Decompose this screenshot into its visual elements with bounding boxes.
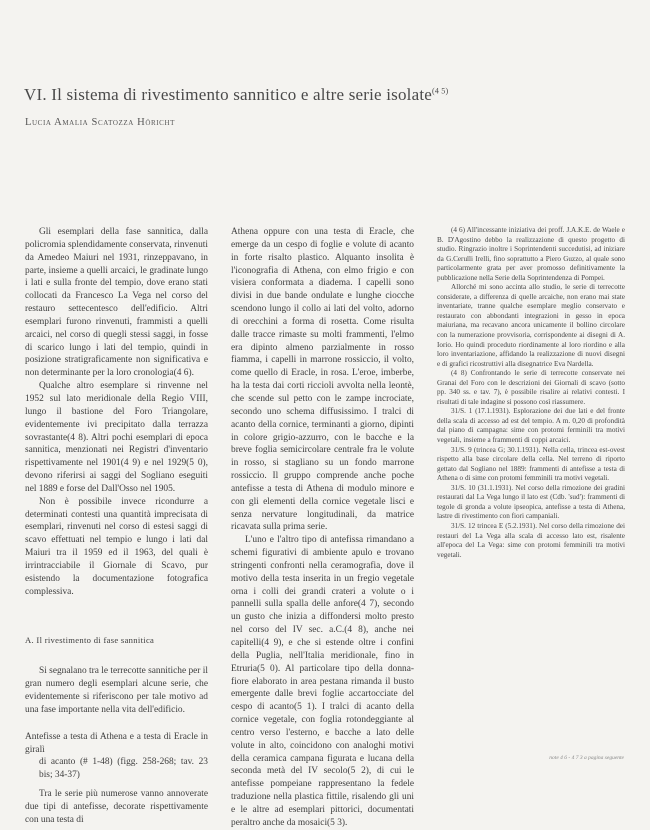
footnote: 31/S. 12 trincea E (5.2.1931). Nel corso della rimozione dei restauri del La Vega alla scala di accesso lato est, risalente all'epoca del La Vega: sime con protomi femminili tra motivi vegetali. xyxy=(437,521,625,559)
footnote: Allorché mi sono accinta allo studio, le serie di terrecotte considerate, a differenza di quelle arcaiche, non erano mai state inventariate, tranne qualche esemplare meglio conservato e restaurato con abbondanti integrazioni in gesso in epoca maiuriana, ma recavano ancora unicamente il bollino circolare con la numerazione provvisoria, corrispondente ai disegni di A. Iorio. Ho quindi proceduto riordinamente al loro riordino e alla loro inventariazione, affidando la realizzazione di nuovi disegni e di grafici ricostruttivi alla disegnatrice Eva Nardella. xyxy=(437,283,625,368)
footnote: (4 6) All'incessante iniziativa dei proff. J.A.K.E. de Waele e B. D'Agostino debbo la realizzazione di questo progetto di studio. Ringrazio inoltre i Soprintendenti succedutisi, ad iniziare da G.Cerulli Irelli, fino soprattutto a Piero Guzzo, al quale sono particolarmente grata per aver promosso definitivamente la pubblicazione nella Serie della Soprintendenza di Pompei. xyxy=(437,226,625,282)
text-column-left xyxy=(25,226,208,827)
footnote: (4 8) Confrontando le serie di terrecotte conservate nei Granai del Foro con le descrizioni dei Giornali di scavo (sotto pp. 340 ss. e tav. 7), è possibile risalire ai relativi contesti. I risultati di tale indagine si possono così riassumere. xyxy=(437,369,625,406)
section-heading: A. Il rivestimento di fase sannitica xyxy=(25,635,155,646)
subsection-heading-line: di acanto (# 1-48) (figg. 258-268; tav. 23 bis; 34-37) xyxy=(39,757,208,781)
paragraph: Si segnalano tra le terrecotte sannitiche per il gran numero degli esemplari alcune serie, che evidentemente si riferiscono per tale motivo ad una fase importante nella vita dell'edificio. xyxy=(25,666,208,715)
paragraph: Qualche altro esemplare si rinvenne nel 1952 sul lato meridionale della Regio VIII, lungo il bastione del Foro Triangolare, evidentemente ivi precipitato dalla terrazza sovrastante(4 8). Altri pochi esemplari di epoca sannitica, menzionati nei Registri d'inventario rispettivamente nel 1901(4 9) e nel 1929(5 0), devono riferirsi ai saggi del Sogliano eseguiti nel 1889 e forse del Dall'Osso nel 1905. xyxy=(25,381,208,494)
chapter-title xyxy=(24,85,624,105)
footnote-continuation: note 4 6 - 4 7 3 a pagina seguente xyxy=(549,755,624,761)
paragraph: Gli esemplari della fase sannitica, dalla policromia splendidamente conservata, rinvenuti da Amedeo Maiuri nel 1931, rinzeppavano, in parte, insieme a quelli arcaici, le gradinate lungo i lati e sulla fronte del tempio, dove erano stati collocati da Francesco La Vega nel corso del restauro settecentesco dell'edificio. Altri esemplari furono rinvenuti, frammisti a quelli arcaici, nel corso di quegli stessi saggi, in fosse di scarico lungo i lati del tempio, quindi in posizione stratigraficamente non significativa e non determinante per la loro cronologia(4 6). xyxy=(25,227,208,379)
subsection-heading xyxy=(25,731,208,782)
subsection-heading-line: Antefisse a testa di Athena e a testa di Eracle in giralì xyxy=(25,731,208,755)
paragraph: L'uno e l'altro tipo di antefissa rimandano a schemi figurativi di ambiente apulo e trovano stringenti confronti nella ceramografia, dove il motivo della testa inserita in un fregio vegetale orna i colli dei grandi crateri a volute o i pannelli sulla spalla delle anfore(4 7), secondo un gusto che inizia a diffondersi molto presto nel corso del IV sec. a.C.(4 8), anche nei capitelli(4 9), e che si estende oltre i confini della Puglia, nell'Italia meridionale, fino in Etruria(5 0). Al particolare tipo della donna-fiore elaborato in area pestana rimanda il busto emergente dalle brevi foglie accartocciate del cespo di acanto(5 1). I tralci di acanto della cornice vegetale, con foglia rotondeggiante al centro verso l'esterno, e bacche a lato delle volute in alto, coincidono con analoghi motivi della ceramica campana figurata e lucana della seconda metà del IV secolo(5 2), di cui le antefisse pompeiane rappresentano la fedele traduzione nella plastica fittile, risalendo gli uni e le altre ad esemplari pittorici, documentati peraltro anche da mosaici(5 3). xyxy=(231,535,414,828)
title-note-ref: (4 5) xyxy=(432,86,449,96)
paragraph: Non è possibile invece ricondurre a determinati contesti una quantità imprecisata di esemplari, rinvenuti nel corso di estesi saggi di scavo effettuati nel tempio e lungo i lati dal Maiuri tra il 1959 ed il 1963, del quali è irrintracciabile il Giornale di Scavo, pur esistendo la documentazione fotografica complessiva. xyxy=(25,496,208,597)
footnotes-column xyxy=(437,226,625,560)
chapter-title-text: VI. Il sistema di rivestimento sannitico e altre serie isolate xyxy=(24,85,433,104)
footnote: 31/S. 1 (17.1.1931). Esplorazione dei due lati e del fronte della scala di accesso ad est del tempio. A m. 0,20 di profondità dal piano di campagna: sime con protomi ferminili tra motivi vegetali, insieme a frammenti di coppi arcaici. xyxy=(437,407,625,445)
paragraph: Athena oppure con una testa di Eracle, che emerge da un cespo di foglie e volute di acanto in forte risalto plastico. Alquanto insolita è l'iconografia di Athena, con elmo frigio e con visiera conformata a diadema. I capelli sono divisi in due bande ondulate e lunghe ciocche scendono lungo il collo ai lati del volto, adorno di orecchini a forma di rosetta. Come risulta dalle tracce rimaste su molti frammenti, l'elmo era dipinto almeno parzialmente in rosso fiamma, i capelli in marrone rossiccio, il volto, come quello di Eracle, in rosa. L'eroe, imberbe, ha la testa dai corti riccioli avvolta nella leontè, che scende sul petto con le zampe incrociate, secondo uno schema diffusissimo. I tralci di acanto della cornice, terminanti a giorno, dipinti in colore grigio-azzurro, con le bacche e la breve foglia semicircolare centrale fra le volute in rosso, si stagliano su un fondo marrone rossiccio. Il gruppo comprende anche poche antefisse a testa di Athena di modulo minore e con gli elementi della cornice vegetale lisci e senza nervature longitudinali, da matrice ricavata sulla prima serie. xyxy=(231,227,414,533)
footnote: 31/S. 9 (trincea G; 30.1.1931). Nella cella, trincea est-ovest rispetto alla base circolare della cella. Nel terreno di riporto gettato dal Sogliano nel 1889: frammenti di antefisse a testa di Athena o di sime con protomi femminili tra motivi vegetali. xyxy=(437,445,625,483)
paragraph: Tra le serie più numerose vanno annoverate due tipi di antefisse, decorate rispettivamente con una testa di xyxy=(25,789,208,825)
text-column-middle xyxy=(231,226,414,830)
footnote: 31/S. 10 (31.1.1931). Nel corso della rimozione dei gradini restaurati dal La Vega lungo il lato est (Cdb. 'sud'): frammenti di tegole di gronda a volute ipseopica, antefisse a testa di Athena, lastre di rivestimento con fiori campaniali. xyxy=(437,483,625,521)
author-name: Lucia Amalia Scatozza Höricht xyxy=(25,117,175,128)
